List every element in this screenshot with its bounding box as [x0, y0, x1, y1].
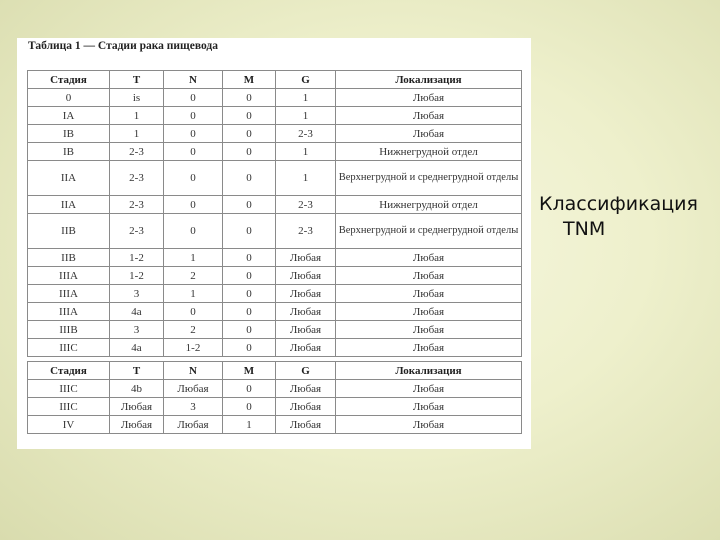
table-cell: Любая — [336, 89, 522, 107]
table-cell: Любая — [276, 416, 336, 434]
table-cell: 0 — [28, 89, 110, 107]
table-cell: IB — [28, 143, 110, 161]
table-cell: 2-3 — [110, 161, 164, 196]
table-cell: Верхнегрудной и среднегрудной отделы — [336, 214, 522, 249]
stages-table-continued — [27, 361, 522, 434]
table-row — [28, 267, 522, 285]
table-cell: IIIB — [28, 321, 110, 339]
table-cell: 1-2 — [110, 267, 164, 285]
table-row — [28, 303, 522, 321]
header-cell: T — [110, 362, 164, 380]
table-row — [28, 285, 522, 303]
table-cell: 0 — [223, 125, 276, 143]
table-cell: 3 — [110, 321, 164, 339]
table-cell: 4a — [110, 339, 164, 357]
table-cell: 1 — [276, 107, 336, 125]
header-row — [28, 362, 522, 380]
table-cell: IV — [28, 416, 110, 434]
table-cell: 0 — [223, 398, 276, 416]
table-cell: 0 — [223, 321, 276, 339]
table-cell: 1 — [276, 89, 336, 107]
table-cell: 1 — [110, 107, 164, 125]
table-cell: IIA — [28, 196, 110, 214]
table-cell: 0 — [223, 339, 276, 357]
table-caption: Таблица 1 — Стадии рака пищевода — [28, 40, 218, 52]
table-cell: IIA — [28, 161, 110, 196]
table-row — [28, 321, 522, 339]
table-cell: Любая — [276, 339, 336, 357]
table-row — [28, 89, 522, 107]
table-row — [28, 161, 522, 196]
header-cell: Локализация — [336, 362, 522, 380]
table-cell: Любая — [276, 380, 336, 398]
table-cell: Любая — [276, 267, 336, 285]
table-cell: Любая — [276, 249, 336, 267]
table-cell: 1-2 — [110, 249, 164, 267]
table-cell: Верхнегрудной и среднегрудной отделы — [336, 161, 522, 196]
table-cell: 2 — [164, 321, 223, 339]
table-cell: IIIC — [28, 339, 110, 357]
header-cell: Локализация — [336, 71, 522, 89]
header-cell: Стадия — [28, 362, 110, 380]
table-cell: Любая — [336, 339, 522, 357]
table-cell: 0 — [223, 161, 276, 196]
table-cell: 0 — [223, 380, 276, 398]
table-cell: Любая — [110, 398, 164, 416]
table-cell: 0 — [164, 107, 223, 125]
table-cell: IIIA — [28, 303, 110, 321]
table-row — [28, 249, 522, 267]
table-cell: 1 — [164, 285, 223, 303]
table-cell: Любая — [336, 107, 522, 125]
table-cell: IIIC — [28, 380, 110, 398]
table-cell: Любая — [336, 125, 522, 143]
table-cell: Любая — [164, 416, 223, 434]
table-cell: 1 — [276, 143, 336, 161]
table-cell: Нижнегрудной отдел — [336, 143, 522, 161]
table-cell: 0 — [164, 143, 223, 161]
table-cell: Любая — [276, 321, 336, 339]
header-cell: G — [276, 71, 336, 89]
header-cell: M — [223, 362, 276, 380]
table-cell: 2-3 — [110, 214, 164, 249]
table-cell: 2-3 — [276, 214, 336, 249]
table-cell: IB — [28, 125, 110, 143]
table-cell: 0 — [223, 303, 276, 321]
header-cell: N — [164, 71, 223, 89]
document-image — [17, 38, 531, 449]
table-cell: 0 — [164, 125, 223, 143]
table-cell: Нижнегрудной отдел — [336, 196, 522, 214]
table-cell: Любая — [336, 249, 522, 267]
table-row — [28, 196, 522, 214]
table-cell: 2 — [164, 267, 223, 285]
table-cell: Любая — [336, 267, 522, 285]
table-row — [28, 125, 522, 143]
table-cell: IIIA — [28, 267, 110, 285]
table-row — [28, 143, 522, 161]
header-cell: Стадия — [28, 71, 110, 89]
table-cell: 0 — [164, 161, 223, 196]
table-cell: 4b — [110, 380, 164, 398]
table-cell: IIB — [28, 214, 110, 249]
table-cell: Любая — [336, 380, 522, 398]
table-cell: Любая — [336, 416, 522, 434]
table-cell: 2-3 — [110, 196, 164, 214]
table-cell: 0 — [164, 214, 223, 249]
table-cell: 1-2 — [164, 339, 223, 357]
table-cell: 0 — [223, 214, 276, 249]
table-cell: 0 — [164, 303, 223, 321]
table-cell: 1 — [276, 161, 336, 196]
table-cell: 2-3 — [110, 143, 164, 161]
table-row — [28, 107, 522, 125]
stages-table — [27, 70, 522, 357]
table-cell: Любая — [336, 303, 522, 321]
table-cell: 0 — [223, 196, 276, 214]
table-cell: Любая — [110, 416, 164, 434]
table-cell: 1 — [110, 125, 164, 143]
table-cell: 0 — [223, 107, 276, 125]
header-cell: M — [223, 71, 276, 89]
table-cell: 0 — [223, 285, 276, 303]
table-cell: is — [110, 89, 164, 107]
table-cell: 0 — [223, 267, 276, 285]
table-cell: IIIC — [28, 398, 110, 416]
table-row — [28, 398, 522, 416]
table-cell: 0 — [223, 89, 276, 107]
slide-title — [539, 192, 714, 242]
header-cell: N — [164, 362, 223, 380]
table-cell: Любая — [164, 380, 223, 398]
table-cell: Любая — [276, 303, 336, 321]
table-row — [28, 380, 522, 398]
table-cell: Любая — [336, 321, 522, 339]
slide-title-line2: TNM — [563, 218, 606, 240]
table-row — [28, 214, 522, 249]
table-cell: 3 — [164, 398, 223, 416]
table-cell: 2-3 — [276, 196, 336, 214]
header-cell: G — [276, 362, 336, 380]
table-cell: 0 — [223, 143, 276, 161]
table-cell: IIB — [28, 249, 110, 267]
table-cell: 1 — [223, 416, 276, 434]
table-cell: IIIA — [28, 285, 110, 303]
table-cell: 1 — [164, 249, 223, 267]
table-row — [28, 339, 522, 357]
table-cell: IA — [28, 107, 110, 125]
header-cell: T — [110, 71, 164, 89]
table-cell: Любая — [276, 398, 336, 416]
table-cell: Любая — [276, 285, 336, 303]
table-row — [28, 416, 522, 434]
slide-title-line1: Классификация — [539, 193, 698, 215]
table-cell: 0 — [164, 89, 223, 107]
table-cell: 3 — [110, 285, 164, 303]
table-cell: 2-3 — [276, 125, 336, 143]
table-cell: 0 — [164, 196, 223, 214]
header-row — [28, 71, 522, 89]
table-cell: 0 — [223, 249, 276, 267]
table-cell: 4a — [110, 303, 164, 321]
table-cell: Любая — [336, 398, 522, 416]
table-cell: Любая — [336, 285, 522, 303]
